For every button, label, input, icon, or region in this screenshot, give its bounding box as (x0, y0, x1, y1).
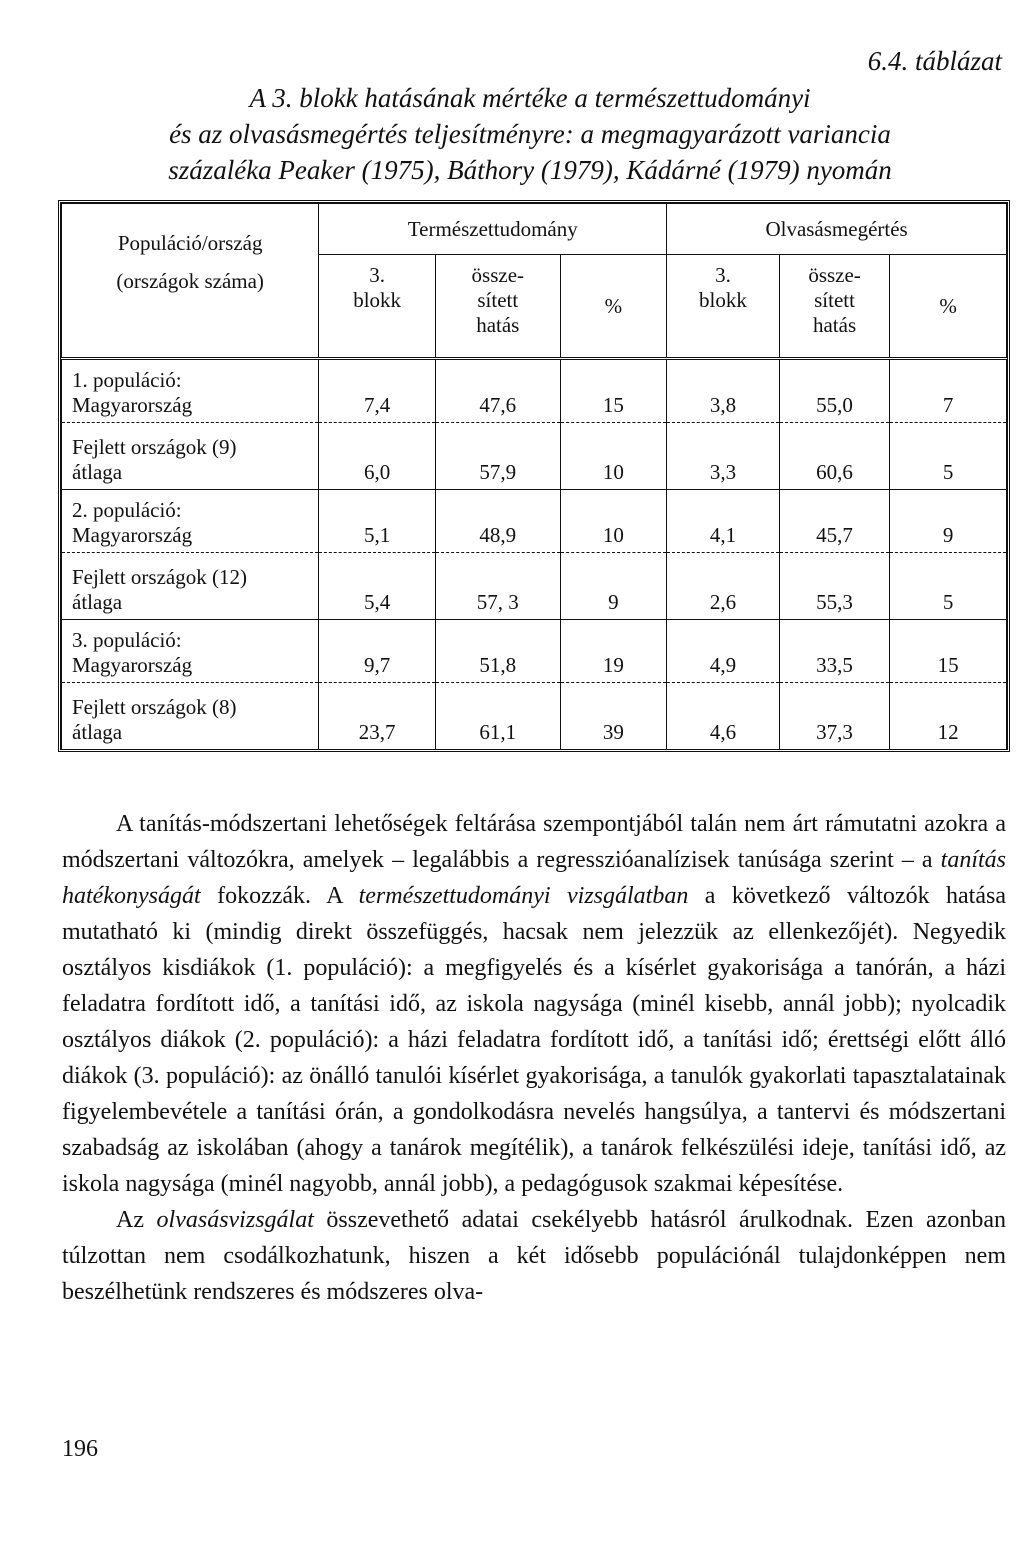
science-block-header (319, 255, 436, 359)
header-text: össze- (808, 263, 861, 287)
table-cell: 12 (890, 683, 1007, 750)
row-label-line: 3. populáció: (72, 628, 182, 652)
table-cell: 5 (890, 553, 1007, 620)
table-cell: 45,7 (779, 490, 890, 553)
table-row (62, 423, 1007, 490)
row-label-line: átlaga (72, 590, 123, 614)
table-cell: 57, 3 (435, 553, 560, 620)
science-percent-header (560, 255, 667, 359)
text-run: a következő változók hatása mutatható ki (mindig direkt összefüggés, hacsak nem jelezzük az ellenkezőjét). Negyedik osztályos kisdiákok (1. populáció): a megfigyelés és a kísérlet gyakorisága a tanórán, a házi feladatra fordított idő, a tanítási idő, az iskola nagysága (minél kisebb, annál jobb); nyolcadik osztályos diákok (2. populáció): a házi feladatra fordított idő, a tanítási idő; érettségi előtt álló diákok (3. populáció): az önálló tanulói kísérlet gyakorisága, a tanulók gyakorlati tapasztalatainak figyelembevétele a tanítási órán, a gondolkodásra nevelés hangsúlya, a tantervi és módszertani szabadság az iskolában (ahogy a tanárok megítélik), a tanárok felkészülési ideje, tanítási idő, az iskola nagysága (minél nagyobb, annál jobb), a pedagógusok szakmai képesítése. (62, 883, 1006, 1197)
population-header-line-1: Populáció/ország (117, 231, 263, 255)
header-text: % (939, 293, 957, 318)
row-label-line: Fejlett országok (9) (72, 435, 237, 459)
text-run: A tanítás-módszertani lehetőségek feltárása szempontjából talán nem árt rámutatni azokra a módszertani változókra, amelyek – legalábbis a regresszióanalízisek tanúsága szerint – a (62, 811, 1006, 873)
row-label (62, 683, 319, 750)
table-cell: 55,3 (779, 553, 890, 620)
body-text (62, 806, 1006, 1310)
data-table (58, 200, 1010, 752)
row-label-line: 1. populáció: (72, 368, 182, 392)
header-text: % (604, 293, 623, 318)
science-combined-header (435, 255, 560, 359)
table-cell: 15 (890, 620, 1007, 683)
header-text: hatás (476, 313, 520, 337)
text-run: összevethető adatai csekélyebb hatásról árulkodnak. Ezen azonban túlzottan nem csodálkozhatunk, hiszen a két idősebb populációnál tulajdonképpen nem beszélhetünk rendszeres és módszeres olva- (62, 1207, 1007, 1305)
page-number: 196 (62, 1436, 98, 1462)
table-cell: 48,9 (435, 490, 560, 553)
header-text: 3. (715, 263, 731, 287)
header-text: sített (814, 288, 855, 312)
paragraph (62, 806, 1006, 1202)
table-row (62, 683, 1007, 750)
table-cell: 2,6 (667, 553, 780, 620)
italic-text: tanítás hatékonyságát (62, 847, 1006, 909)
table-cell: 19 (560, 620, 667, 683)
row-label (62, 359, 319, 423)
table-cell: 5,4 (319, 553, 436, 620)
caption-line-1: A 3. blokk hatásának mértéke a természettudományi (249, 83, 811, 113)
row-label-line: Magyarország (72, 523, 193, 547)
row-label (62, 553, 319, 620)
table-cell: 6,0 (319, 423, 436, 490)
table-cell: 5 (890, 423, 1007, 490)
header-text: blokk (353, 288, 402, 312)
table-cell: 15 (560, 359, 667, 423)
table-row (62, 620, 1007, 683)
table-cell: 3,3 (667, 423, 780, 490)
row-label-line: átlaga (72, 720, 123, 744)
table-cell: 9 (890, 490, 1007, 553)
reading-percent-header (890, 255, 1007, 359)
table-cell: 61,1 (435, 683, 560, 750)
table-row (62, 359, 1007, 423)
paragraph (62, 1202, 1006, 1310)
row-label-line: Fejlett országok (8) (72, 695, 237, 719)
table-cell: 4,1 (667, 490, 780, 553)
table-cell: 4,6 (667, 683, 780, 750)
table-number-label: 6.4. táblázat (867, 46, 1002, 76)
population-header-line-2: (országok száma) (116, 269, 264, 293)
row-label-line: Fejlett országok (12) (72, 565, 247, 589)
table-cell: 7 (890, 359, 1007, 423)
header-text: blokk (699, 288, 747, 312)
population-column-header (62, 204, 319, 359)
row-label (62, 490, 319, 553)
row-label-line: Magyarország (72, 653, 193, 677)
table-cell: 7,4 (319, 359, 436, 423)
row-label (62, 620, 319, 683)
table-cell: 10 (560, 423, 667, 490)
row-label (62, 423, 319, 490)
table-cell: 47,6 (435, 359, 560, 423)
table-cell: 60,6 (779, 423, 890, 490)
header-text: hatás (812, 313, 857, 337)
table-cell: 51,8 (435, 620, 560, 683)
table-cell: 55,0 (779, 359, 890, 423)
italic-text: természettudományi vizsgálatban (358, 883, 689, 909)
table-cell: 37,3 (779, 683, 890, 750)
table-cell: 9 (560, 553, 667, 620)
science-group-header: Természettudomány (319, 204, 667, 255)
caption-line-2: és az olvasásmegértés teljesítményre: a megmagyarázott variancia (169, 119, 891, 149)
table-cell: 39 (560, 683, 667, 750)
reading-combined-header (779, 255, 890, 359)
reading-block-header (667, 255, 780, 359)
table-cell: 23,7 (319, 683, 436, 750)
table-row (62, 553, 1007, 620)
header-text: össze- (471, 263, 525, 287)
caption-line-3: százaléka Peaker (1975), Báthory (1979), Kádárné (1979) nyomán (168, 155, 892, 185)
italic-text: olvasásvizsgálat (156, 1207, 314, 1233)
row-label-line: Magyarország (72, 393, 193, 417)
table-cell: 33,5 (779, 620, 890, 683)
table-cell: 3,8 (667, 359, 780, 423)
text-run: fokozzák. A (200, 883, 359, 909)
table-row (62, 490, 1007, 553)
text-run: Az (116, 1207, 157, 1233)
row-label-line: 2. populáció: (72, 498, 182, 522)
header-text: 3. (369, 263, 386, 287)
table-cell: 57,9 (435, 423, 560, 490)
table-cell: 4,9 (667, 620, 780, 683)
reading-group-header: Olvasásmegértés (667, 204, 1007, 255)
row-label-line: átlaga (72, 460, 123, 484)
table-cell: 10 (560, 490, 667, 553)
table-cell: 5,1 (319, 490, 436, 553)
table-cell: 9,7 (319, 620, 436, 683)
header-text: sített (477, 288, 519, 312)
table-caption (60, 80, 1000, 188)
